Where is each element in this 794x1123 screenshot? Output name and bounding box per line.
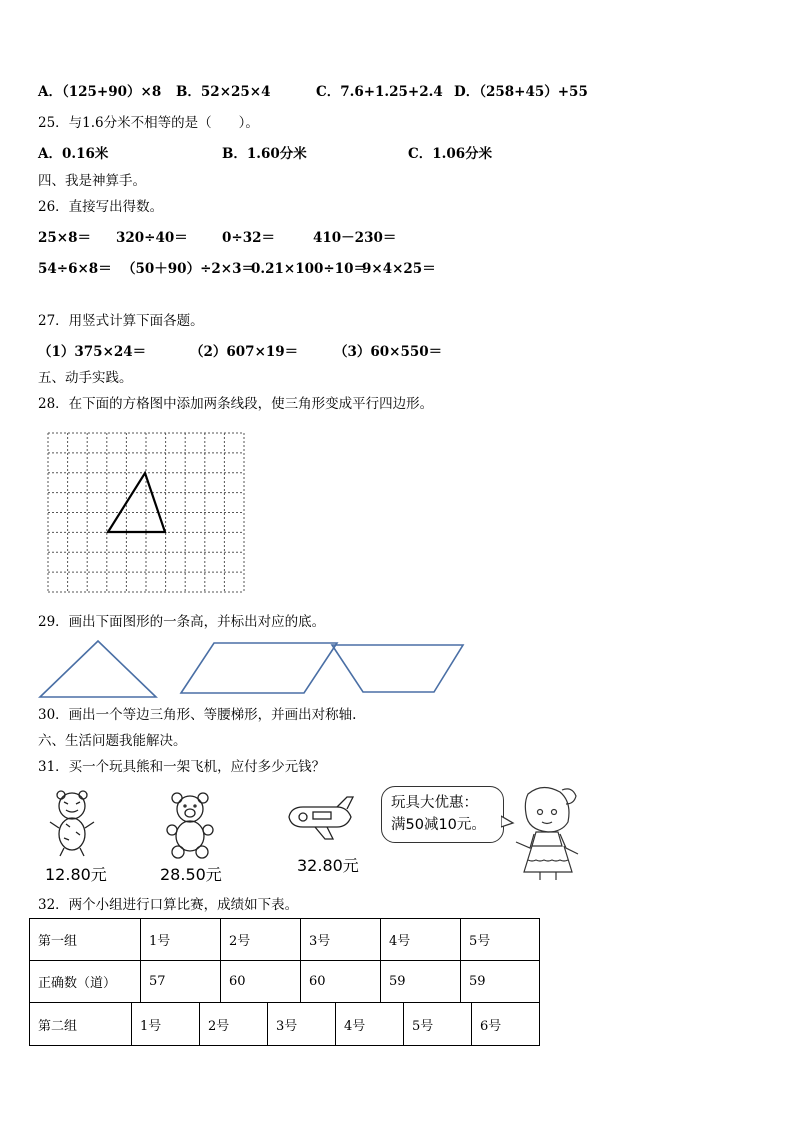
- q25-option-a: A．0.16米: [38, 146, 109, 162]
- q27-item: （2）607×19＝: [190, 344, 299, 360]
- q25-option-b: B．1.60分米: [222, 146, 307, 162]
- section-6-heading: 六、生活问题我能解决。: [38, 733, 187, 749]
- table-cell: 59: [381, 961, 461, 1003]
- q28-triangle: [108, 473, 165, 532]
- table-cell: 4号: [336, 1003, 404, 1046]
- promo-speech-bubble: [381, 786, 504, 843]
- q29-trapezoid: [332, 645, 463, 692]
- teddy-bear-icon: [161, 792, 219, 860]
- q26-calc: 320÷40＝: [116, 230, 188, 246]
- q30-question: 30．画出一个等边三角形、等腰梯形，并画出对称轴.: [38, 707, 357, 723]
- table-cell: 5号: [461, 919, 540, 961]
- q26-calc: 0÷32＝: [222, 230, 275, 246]
- q32-question: 32．两个小组进行口算比赛，成绩如下表。: [38, 897, 299, 913]
- toy-airplane-icon: [285, 795, 357, 843]
- q27-question: 27．用竖式计算下面各题。: [38, 313, 204, 329]
- table-cell: 57: [141, 961, 221, 1003]
- tiger-toy-icon: [42, 788, 102, 860]
- q25-question: 25．与1.6分米不相等的是（ ）。: [38, 115, 259, 131]
- table-cell: 60: [301, 961, 381, 1003]
- group2-table: [29, 1002, 540, 1046]
- q26-calc: （50＋90）÷2×3＝: [122, 261, 255, 277]
- table-cell: 3号: [268, 1003, 336, 1046]
- airplane-price: 32.80元: [297, 856, 359, 875]
- q29-question: 29．画出下面图形的一条高，并标出对应的底。: [38, 614, 326, 630]
- bear-price: 28.50元: [160, 865, 222, 884]
- q25-option-c: C．1.06分米: [408, 146, 493, 162]
- q24-option-d: D．（258+45）+55: [454, 84, 588, 100]
- table-cell: 2号: [221, 919, 301, 961]
- table-cell: 第一组: [30, 919, 141, 961]
- table-cell: 60: [221, 961, 301, 1003]
- table-cell: 59: [461, 961, 540, 1003]
- section-4-heading: 四、我是神算手。: [38, 173, 146, 189]
- table-cell: 第二组: [30, 1003, 132, 1046]
- table-cell: 3号: [301, 919, 381, 961]
- table-cell: 2号: [200, 1003, 268, 1046]
- q26-calc: 25×8＝: [38, 230, 91, 246]
- q26-calc: 9×4×25＝: [362, 261, 436, 277]
- q29-shapes: [36, 638, 476, 700]
- table-cell: 1号: [132, 1003, 200, 1046]
- group1-table: [29, 918, 540, 1003]
- q26-calc: 410－230＝: [313, 230, 397, 246]
- q27-item: （1）375×24＝: [38, 344, 147, 360]
- table-cell: 1号: [141, 919, 221, 961]
- q24-option-a: A．（125+90）×8: [38, 84, 162, 100]
- q24-option-b: B．52×25×4: [176, 84, 271, 100]
- q28-dotted-grid: [44, 430, 250, 595]
- q28-question: 28．在下面的方格图中添加两条线段，使三角形变成平行四边形。: [38, 396, 434, 412]
- table-cell: 5号: [404, 1003, 472, 1046]
- section-5-heading: 五、动手实践。: [38, 370, 133, 386]
- q24-option-c: C．7.6+1.25+2.4: [316, 84, 443, 100]
- promo-line-1: 玩具大优惠：: [391, 795, 478, 811]
- girl-icon: [510, 784, 590, 884]
- table-cell: 正确数（道）: [30, 961, 141, 1003]
- table-cell: 6号: [472, 1003, 540, 1046]
- table-cell: 4号: [381, 919, 461, 961]
- table-row: [30, 1003, 540, 1046]
- q26-question: 26．直接写出得数。: [38, 199, 164, 215]
- q31-question: 31．买一个玩具熊和一架飞机，应付多少元钱？: [38, 759, 326, 775]
- promo-line-2: 满50减10元。: [391, 817, 486, 833]
- q26-calc: 0.21×100÷10＝: [251, 261, 367, 277]
- table-row: [30, 961, 540, 1003]
- q29-triangle: [40, 641, 156, 697]
- table-row: [30, 919, 540, 961]
- q29-parallelogram: [181, 643, 337, 693]
- q26-calc: 54÷6×8＝: [38, 261, 112, 277]
- q27-item: （3）60×550＝: [334, 344, 443, 360]
- tiger-price: 12.80元: [45, 865, 107, 884]
